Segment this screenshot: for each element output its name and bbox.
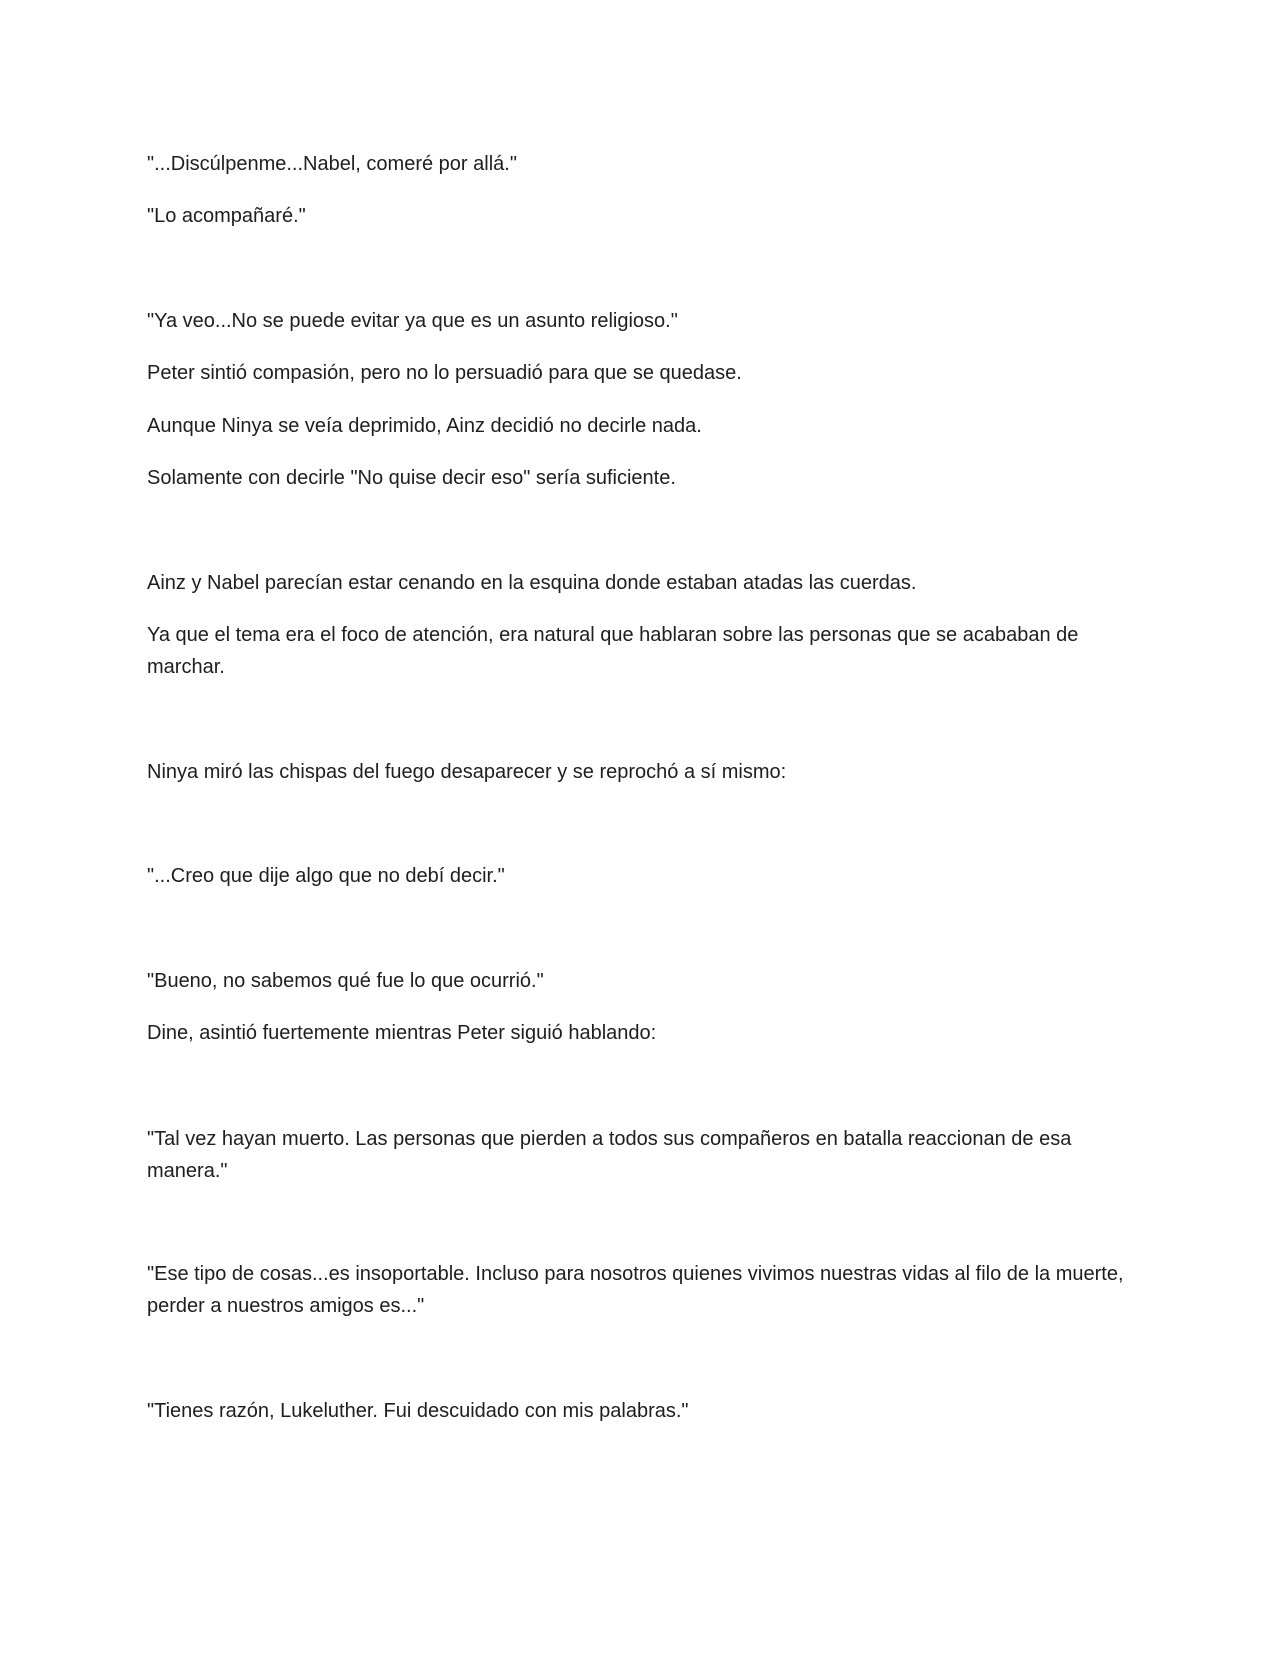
paragraph: Ninya miró las chispas del fuego desaparecer y se reprochó a sí mismo: <box>147 761 787 783</box>
paragraph: "Ya veo...No se puede evitar ya que es un asunto religioso." <box>147 310 678 332</box>
paragraph: "Bueno, no sabemos qué fue lo que ocurrió." <box>147 970 544 992</box>
paragraph: "Tal vez hayan muerto. Las personas que pierden a todos sus compañeros en batalla reaccionan de esa manera." <box>147 1128 1072 1182</box>
paragraph: "...Creo que dije algo que no debí decir." <box>147 865 505 887</box>
paragraph: Aunque Ninya se veía deprimido, Ainz decidió no decirle nada. <box>147 415 702 437</box>
paragraph: "Tienes razón, Lukeluther. Fui descuidado con mis palabras." <box>147 1400 689 1422</box>
paragraph: Ainz y Nabel parecían estar cenando en la esquina donde estaban atadas las cuerdas. <box>147 572 917 594</box>
paragraph: Solamente con decirle "No quise decir eso" sería suficiente. <box>147 467 676 489</box>
paragraph: Dine, asintió fuertemente mientras Peter siguió hablando: <box>147 1022 657 1044</box>
paragraph: "...Discúlpenme...Nabel, comeré por allá." <box>147 153 517 175</box>
paragraph: "Lo acompañaré." <box>147 205 306 227</box>
paragraph: Peter sintió compasión, pero no lo persuadió para que se quedase. <box>147 362 742 384</box>
paragraph: Ya que el tema era el foco de atención, era natural que hablaran sobre las personas que se acababan de marchar. <box>147 624 1079 678</box>
paragraph: "Ese tipo de cosas...es insoportable. Incluso para nosotros quienes vivimos nuestras vidas al filo de la muerte, perder a nuestros amigos es..." <box>147 1263 1124 1317</box>
